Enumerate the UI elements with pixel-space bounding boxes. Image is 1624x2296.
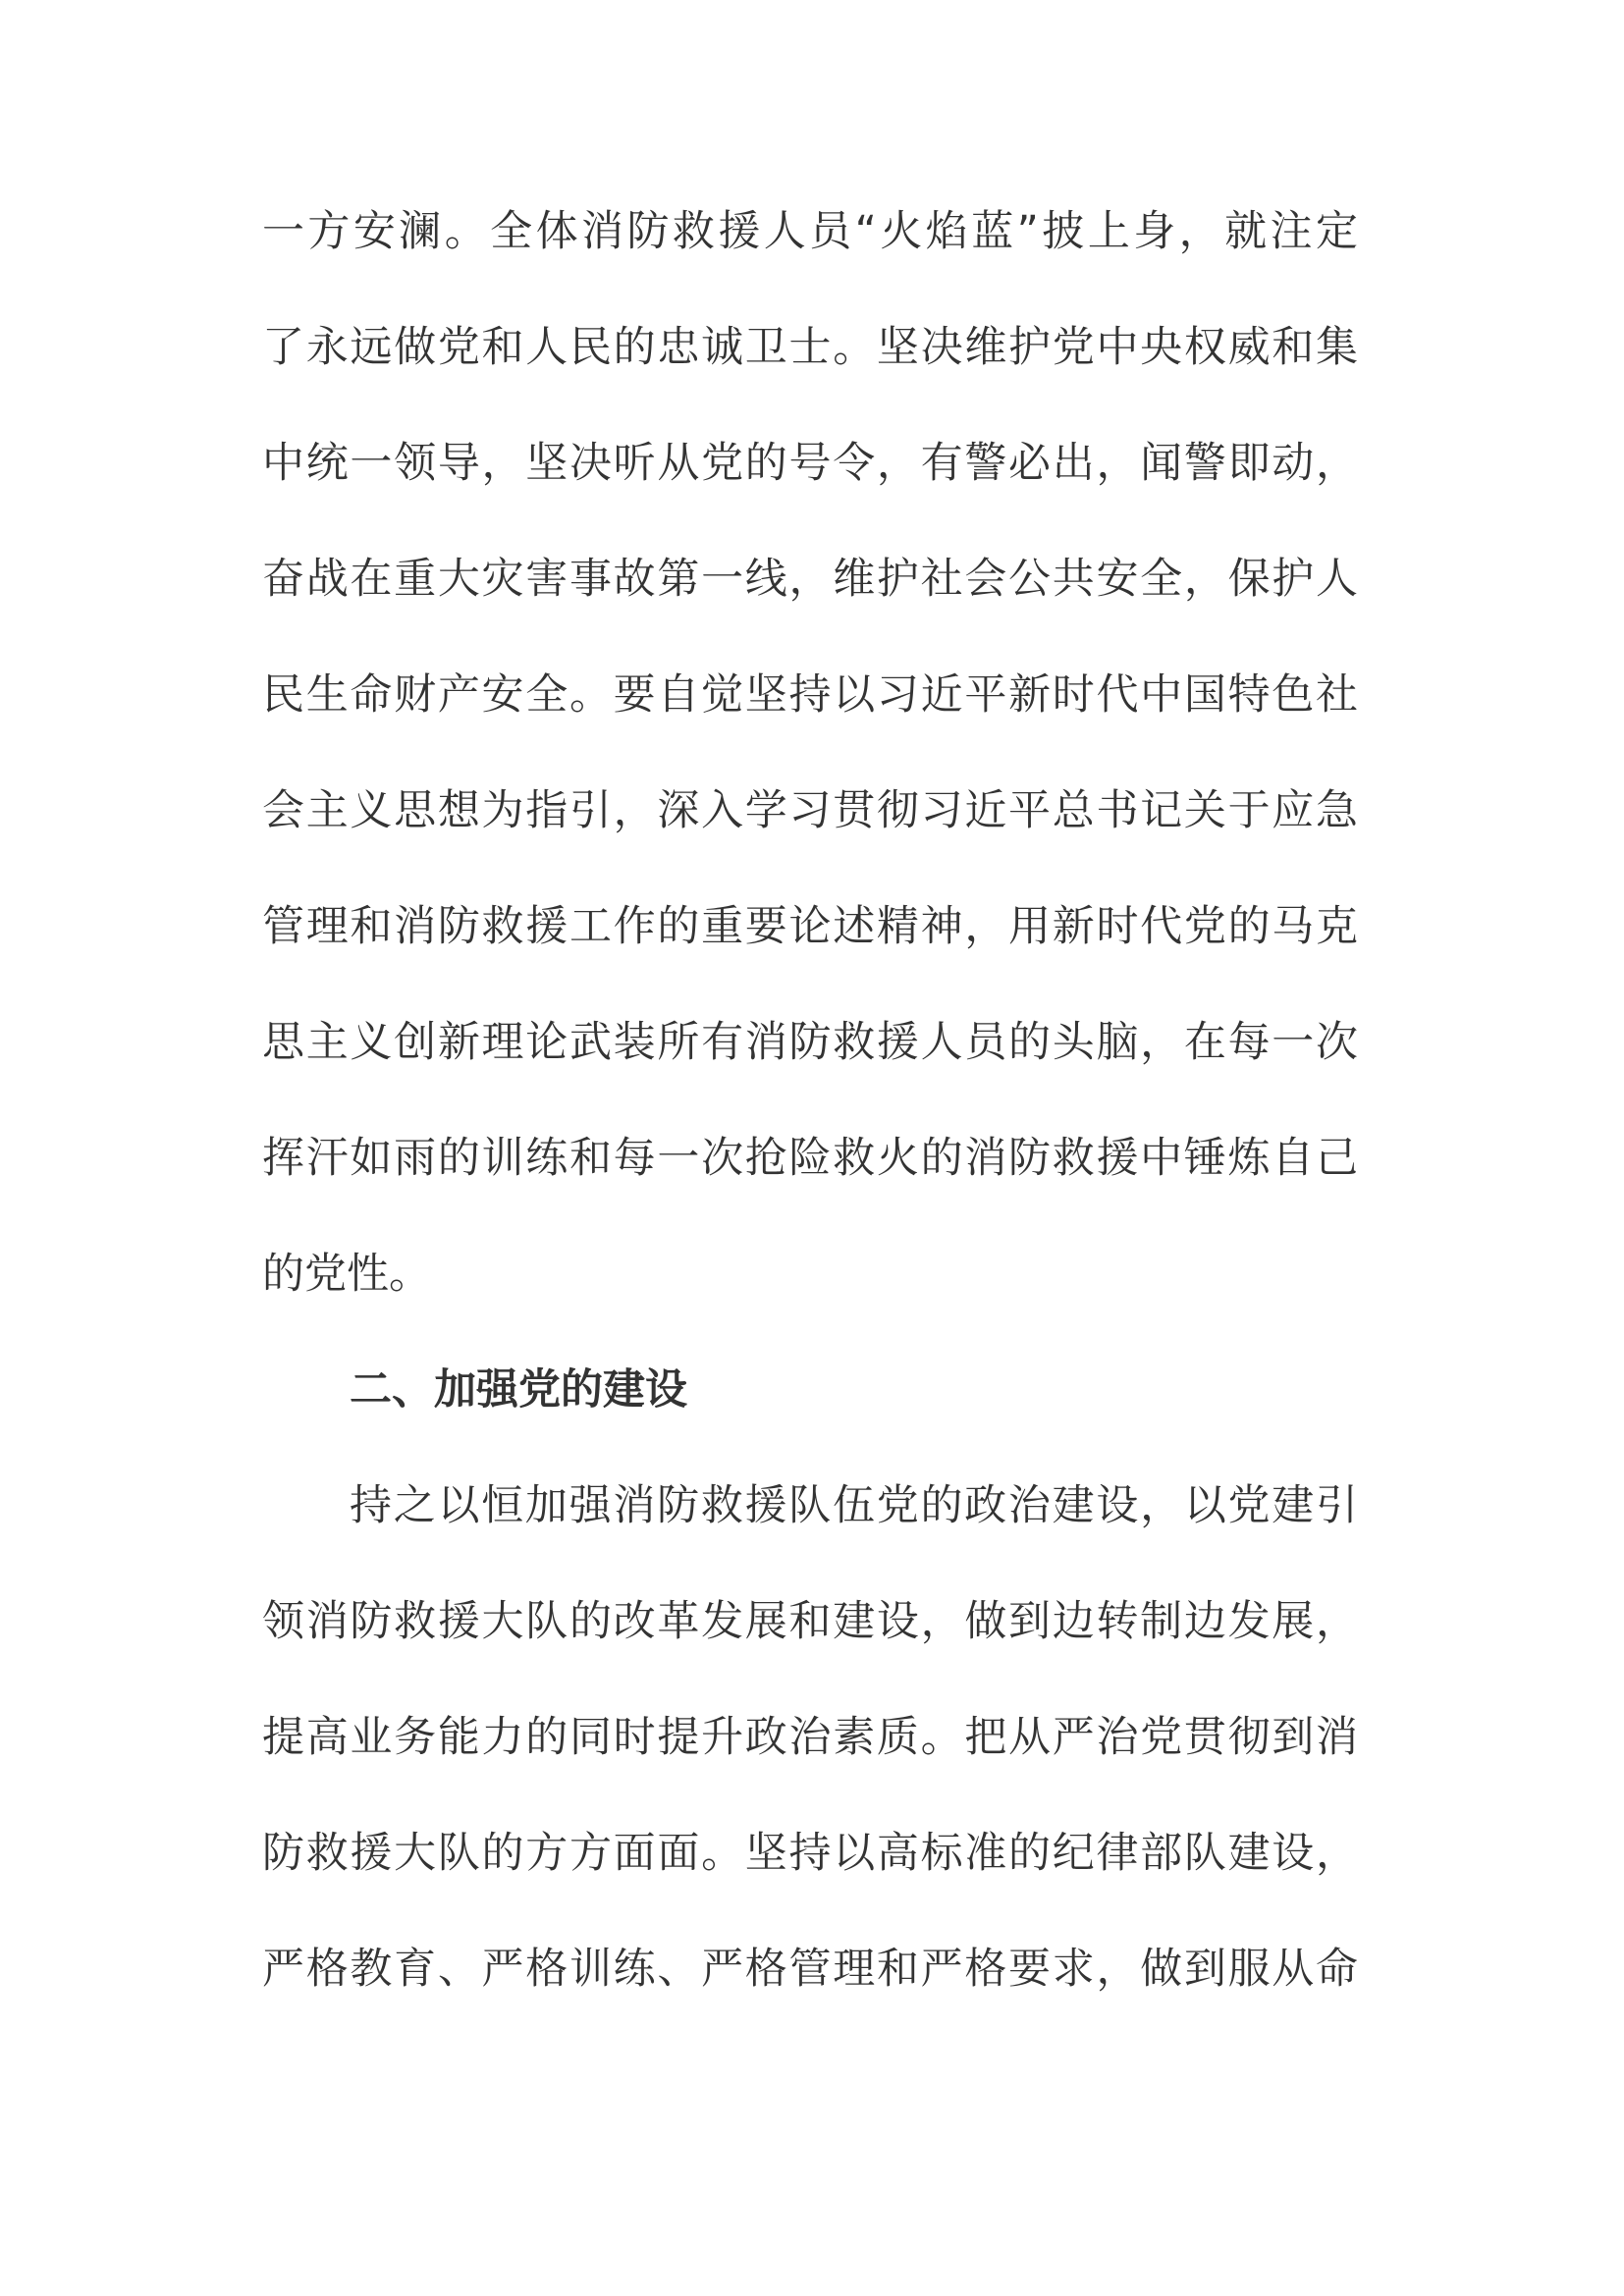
text-line: 提高业务能力的同时提升政治素质。把从严治党贯彻到消 [262,1713,1358,1762]
text-line: 挥汗如雨的训练和每一次抢险救火的消防救援中锤炼自己 [262,1134,1358,1183]
text-line: 奋战在重大灾害事故第一线，维护社会公共安全，保护人 [262,555,1358,604]
text-line: 中统一领导，坚决听从党的号令，有警必出，闻警即动， [262,439,1358,488]
text-line: 严格教育、严格训练、严格管理和严格要求，做到服从命 [262,1945,1358,1994]
text-line: 持之以恒加强消防救援队伍党的政治建设，以党建引 [350,1481,1358,1530]
text-line: 防救援大队的方方面面。坚持以高标准的纪律部队建设， [262,1829,1358,1878]
section-heading: 二、加强党的建设 [350,1365,687,1415]
text-line: 思主义创新理论武装所有消防救援人员的头脑，在每一次 [262,1018,1358,1067]
text-line: 的党性。 [262,1250,431,1299]
text-line: 领消防救援大队的改革发展和建设，做到边转制边发展， [262,1597,1358,1646]
text-line: 一方安澜。全体消防救援人员“火焰蓝”披上身，就注定 [262,207,1358,256]
text-line: 民生命财产安全。要自觉坚持以习近平新时代中国特色社 [262,670,1358,720]
text-line: 了永远做党和人民的忠诚卫士。坚决维护党中央权威和集 [262,323,1358,372]
text-line: 会主义思想为指引，深入学习贯彻习近平总书记关于应急 [262,786,1358,835]
text-line: 管理和消防救援工作的重要论述精神，用新时代党的马克 [262,902,1358,951]
